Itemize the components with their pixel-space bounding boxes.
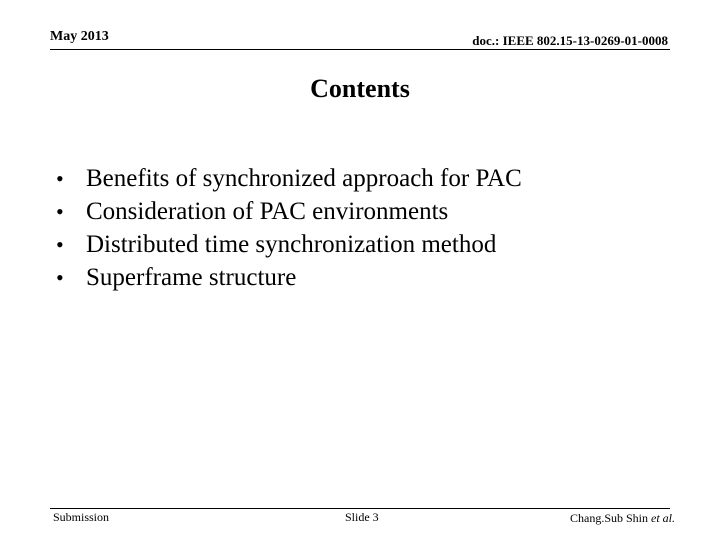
header-doc-id: doc.: IEEE 802.15-13-0269-01-0008 [472, 33, 668, 48]
bullet-item [56, 195, 522, 228]
bullet-icon: • [56, 199, 64, 224]
bullet-text: Consideration of PAC environments [86, 198, 449, 225]
header-divider [50, 49, 670, 50]
footer-author-name: Chang.Sub Shin [569, 511, 648, 525]
bullet-item [56, 261, 522, 294]
bullet-item [56, 228, 522, 261]
bullet-icon: • [56, 166, 64, 191]
bullet-icon: • [56, 265, 64, 290]
footer-submission: Submission [53, 510, 110, 524]
bullet-text: Benefits of synchronized approach for PAC [86, 165, 522, 192]
footer-author [570, 511, 675, 526]
bullet-list [56, 162, 522, 294]
footer-divider [50, 508, 670, 509]
bullet-text: Distributed time synchronization method [86, 231, 497, 258]
bullet-text: Superframe structure [86, 264, 297, 291]
bullet-icon: • [56, 232, 64, 257]
footer-author-suffix: et al. [651, 511, 675, 525]
bullet-item [56, 162, 522, 195]
footer-slide-number: Slide 3 [345, 510, 379, 524]
slide-title: Contents [310, 74, 410, 103]
header-date: May 2013 [50, 29, 109, 44]
